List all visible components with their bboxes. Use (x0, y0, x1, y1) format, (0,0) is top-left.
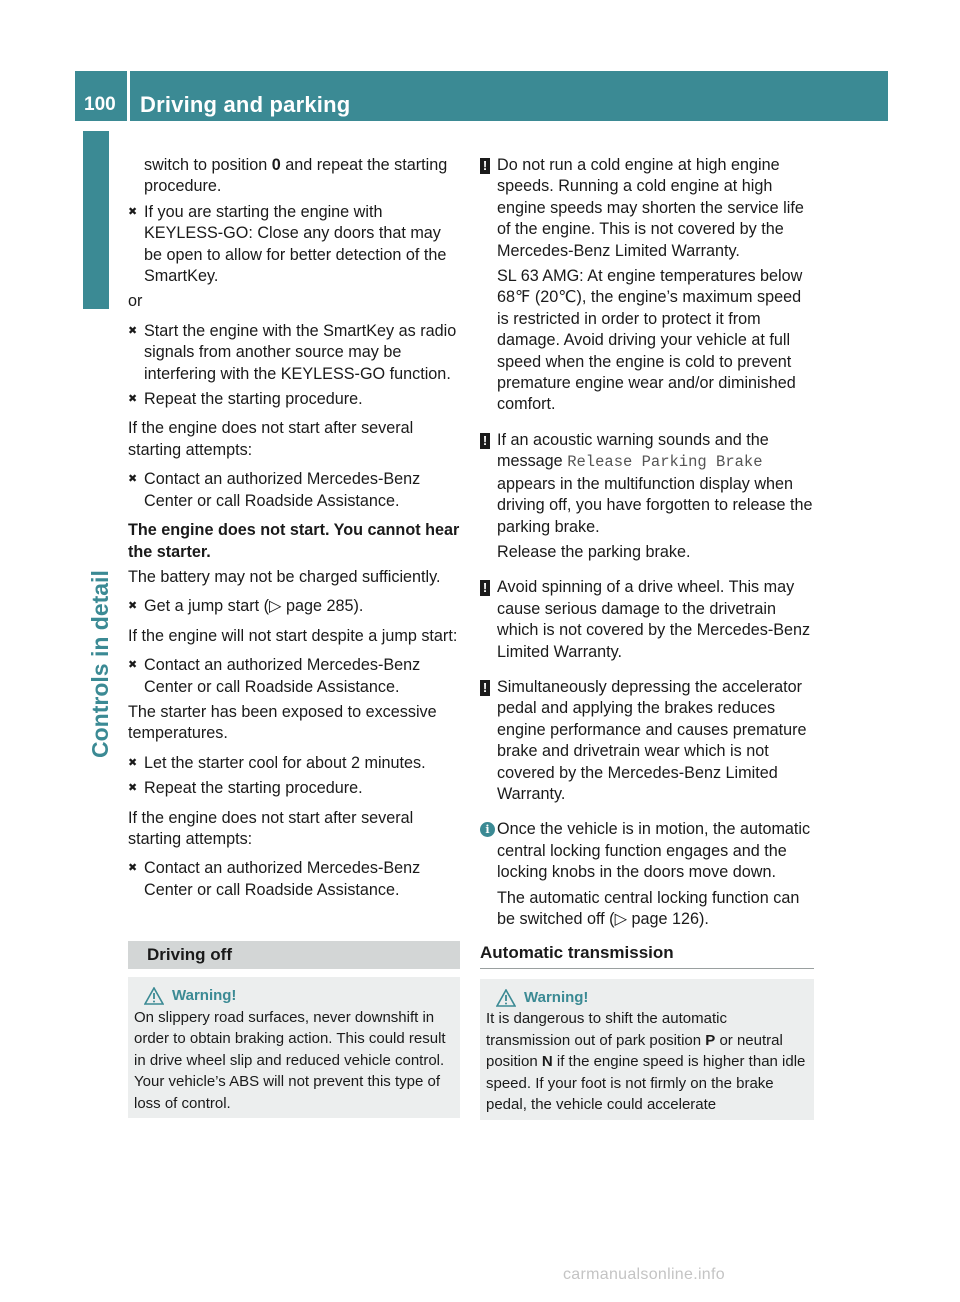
paragraph: If the engine does not start after several starting attempts: (128, 808, 414, 848)
warning-box (480, 979, 814, 1120)
left-column (128, 155, 460, 1118)
warning-text: On slippery road surfaces, never downshift in order to obtain braking action. This could result in drive wheel slip and reduced vehicle control. Your vehicle’s ABS will not prevent this type of loss of control. (134, 1008, 446, 1112)
caution-note: ! If an acoustic warning sounds and the message Release Parking Brake appears in the multifunction display when driving off, you have forgotten to release the parking brake. Release the parking brake. (480, 430, 814, 563)
step-item: ✖ Repeat the starting procedure. (128, 778, 460, 799)
warning-header: Warning! (496, 987, 808, 1009)
caution-note: ! Do not run a cold engine at high engine speeds. Running a cold engine at high engine speeds may shorten the service life of the engine. This is not covered by the Mercedes-Benz Limited Warranty. SL 63 AMG: At engine temperatures below 68℉ (20℃), the engine’s maximum speed is restricted in order to protect it from damage. Avoid driving your vehicle at full speed when the engine is cold to prevent premature engine wear and/or diminished comfort. (480, 155, 814, 416)
watermark-text: carmanualsonline.info (563, 1266, 725, 1283)
chapter-title: Driving and parking (140, 92, 351, 117)
step-item: ✖ Let the starter cool for about 2 minutes. (128, 753, 460, 774)
step-item: ✖ Contact an authorized Mercedes-Benz Center or call Roadside Assistance. (128, 656, 421, 696)
caution-note: ! Simultaneously depressing the accelerator pedal and applying the brakes reduces engine performance and causes premature brake and drivetrain wear which is not covered by the Mercedes-Benz Limited Warranty. (480, 677, 814, 805)
page-header (75, 71, 888, 121)
info-icon: i (480, 822, 495, 837)
step-item: ✖ Contact an authorized Mercedes-Benz Center or call Roadside Assistance. (128, 470, 421, 510)
warning-box (128, 977, 460, 1118)
step-item: ✖ Repeat the starting procedure. (128, 389, 460, 410)
exclamation-icon: ! (480, 580, 490, 596)
step-arrow-icon: ✖ (128, 600, 138, 613)
display-message: Release Parking Brake (567, 453, 763, 472)
section-heading-automatic-transmission: Automatic transmission (480, 942, 814, 968)
step-arrow-icon: ✖ (128, 393, 138, 406)
right-column (480, 155, 814, 1120)
warning-header: Warning! (144, 985, 454, 1007)
paragraph: If the engine will not start despite a jump start: (128, 626, 458, 645)
warning-triangle-icon (496, 989, 516, 1007)
caution-note: ! Avoid spinning of a drive wheel. This may cause serious damage to the drivetrain which is not covered by the Mercedes-Benz Limited Warranty. (480, 577, 814, 663)
warning-triangle-icon (144, 987, 164, 1005)
header-divider (127, 71, 130, 121)
step-item: ✖ Get a jump start (▷ page 285). (128, 596, 460, 617)
paragraph-continued: switch to position 0 and repeat the starting procedure. (144, 156, 448, 196)
exclamation-icon: ! (480, 680, 490, 696)
section-heading-driving-off: Driving off (128, 941, 460, 969)
step-arrow-icon: ✖ (128, 324, 138, 337)
warning-text: It is dangerous to shift the automatic transmission out of park position P or neutral position N if the engine speed is higher than idle speed. If your foot is not firmly on the brake pedal, the vehicle could accelerate (486, 1010, 806, 1114)
paragraph: If the engine does not start after several starting attempts: (128, 419, 414, 459)
paragraph: The starter has been exposed to excessive temperatures. (128, 702, 437, 743)
step-arrow-icon: ✖ (128, 659, 138, 672)
exclamation-icon: ! (480, 433, 490, 449)
step-item: ✖ Start the engine with the SmartKey as radio signals from another source may be interfering with the KEYLESS-GO function. (128, 321, 457, 383)
info-note: i Once the vehicle is in motion, the automatic central locking function engages and the locking knobs in the doors move down. The automatic central locking function can be switched off (▷ page 126). (480, 819, 814, 930)
step-arrow-icon: ✖ (128, 862, 138, 875)
or-text: or (128, 292, 143, 311)
subheading: The engine does not start. You cannot hear the starter. (128, 521, 460, 561)
side-section-label: Controls in detail (87, 570, 113, 758)
step-arrow-icon: ✖ (128, 782, 138, 795)
side-tab-marker (83, 131, 109, 309)
step-item: ✖ Contact an authorized Mercedes-Benz Center or call Roadside Assistance. (128, 859, 421, 899)
step-arrow-icon: ✖ (128, 205, 138, 218)
exclamation-icon: ! (480, 158, 490, 174)
step-arrow-icon: ✖ (128, 473, 138, 486)
paragraph: The battery may not be charged sufficiently. (128, 567, 441, 586)
page-number: 100 (84, 94, 116, 115)
step-item: ✖ If you are starting the engine with KEYLESS-GO: Close any doors that may be open to allow for better detection of the SmartKey. (128, 202, 447, 286)
step-arrow-icon: ✖ (128, 756, 138, 769)
